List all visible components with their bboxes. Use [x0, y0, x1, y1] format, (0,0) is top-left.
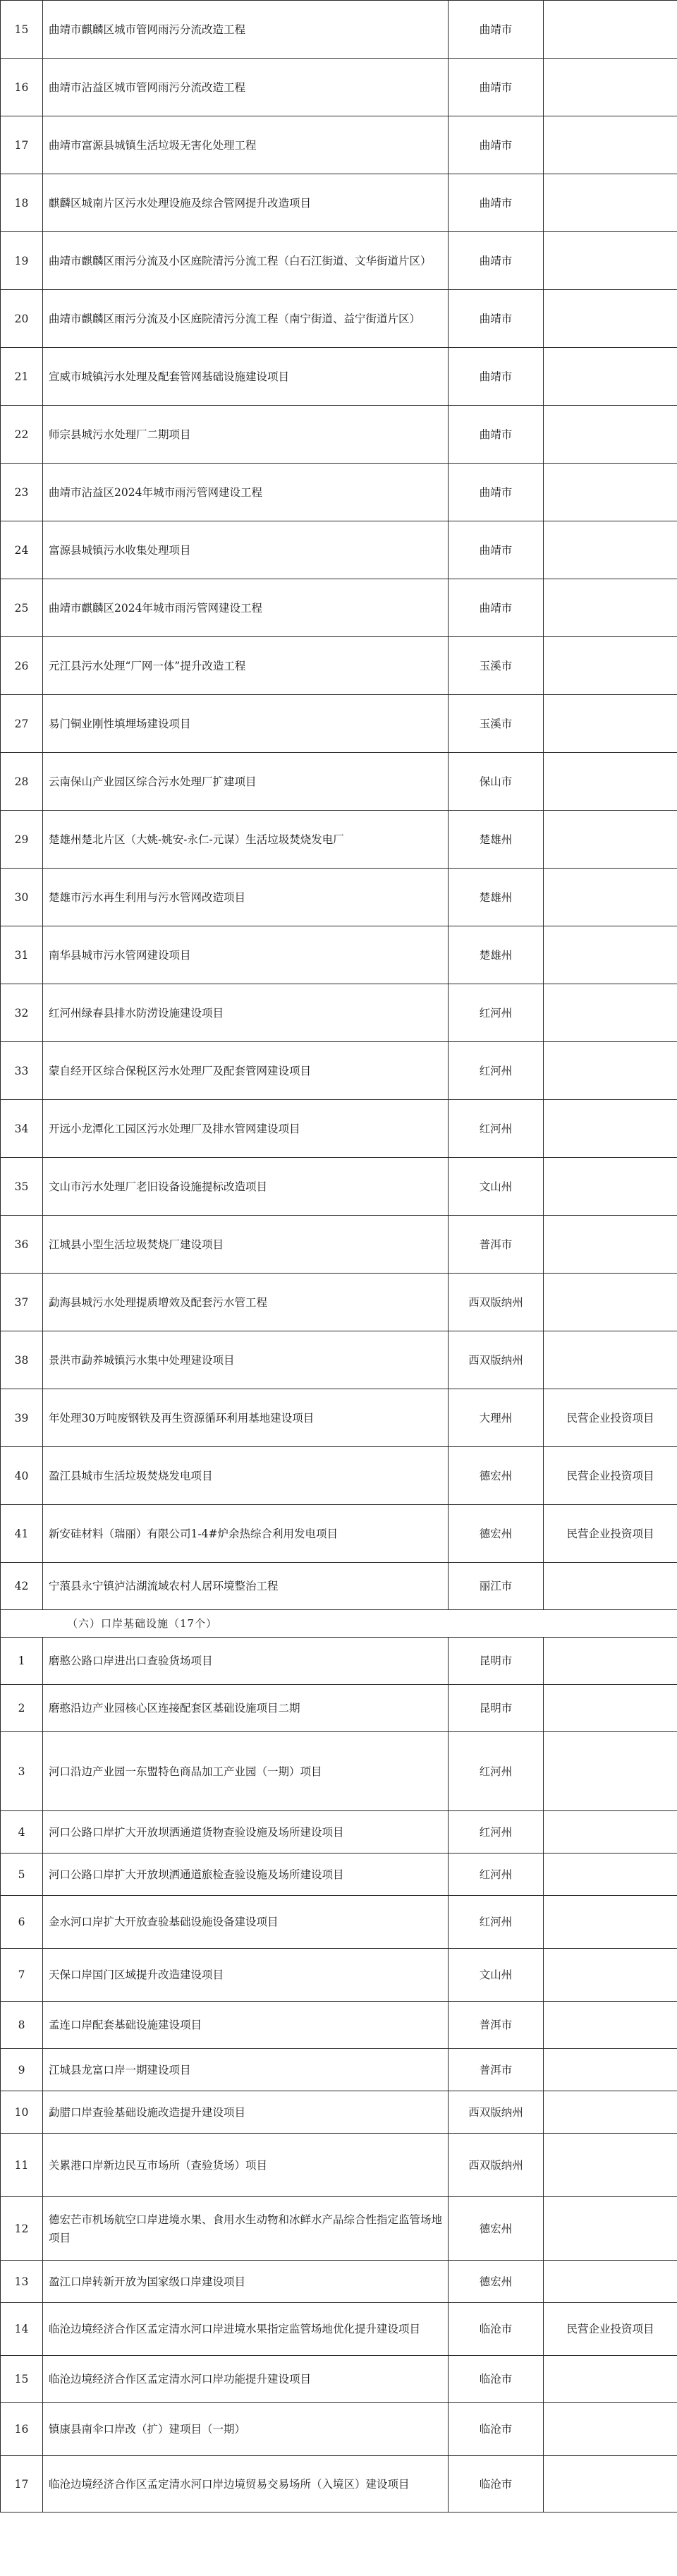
row-number: 38 [1, 1331, 43, 1389]
city-cell: 曲靖市 [449, 464, 544, 521]
project-name: 开远小龙潭化工园区污水处理厂及排水管网建设项目 [43, 1100, 449, 1158]
note-cell [544, 2134, 677, 2197]
table-row [1, 1216, 677, 1274]
note-cell [544, 2261, 677, 2303]
row-number: 11 [1, 2134, 43, 2197]
table-row [1, 753, 677, 811]
city-cell: 玉溪市 [449, 695, 544, 753]
note-cell [544, 1732, 677, 1811]
city-cell: 昆明市 [449, 1685, 544, 1732]
city-cell: 楚雄州 [449, 869, 544, 926]
project-name: 磨憨沿边产业园核心区连接配套区基础设施项目二期 [43, 1685, 449, 1732]
city-cell: 丽江市 [449, 1563, 544, 1610]
project-name: 师宗县城污水处理厂二期项目 [43, 406, 449, 464]
row-number: 15 [1, 2356, 43, 2403]
note-cell [544, 1949, 677, 2002]
table-row [1, 1100, 677, 1158]
project-name: 文山市污水处理厂老旧设备设施提标改造项目 [43, 1158, 449, 1216]
table-row [1, 1389, 677, 1447]
project-name: 曲靖市麒麟区2024年城市雨污管网建设工程 [43, 579, 449, 637]
row-number: 4 [1, 1811, 43, 1854]
row-number: 18 [1, 174, 43, 232]
city-cell: 普洱市 [449, 1216, 544, 1274]
table-row [1, 1158, 677, 1216]
table-row [1, 1638, 677, 1685]
note-cell: 民营企业投资项目 [544, 1389, 677, 1447]
table-row [1, 521, 677, 579]
row-number: 16 [1, 2403, 43, 2456]
project-name: 楚雄市污水再生利用与污水管网改造项目 [43, 869, 449, 926]
note-cell [544, 984, 677, 1042]
note-cell [544, 1563, 677, 1610]
note-cell [544, 464, 677, 521]
note-cell [544, 1854, 677, 1896]
project-name: 新安硅材料（瑞丽）有限公司1-4#炉余热综合利用发电项目 [43, 1505, 449, 1563]
city-cell: 大理州 [449, 1389, 544, 1447]
note-cell [544, 869, 677, 926]
project-name: 盈江口岸转新开放为国家级口岸建设项目 [43, 2261, 449, 2303]
table-row [1, 2456, 677, 2512]
project-name: 临沧边境经济合作区孟定清水河口岸功能提升建设项目 [43, 2356, 449, 2403]
note-cell [544, 1811, 677, 1854]
city-cell: 德宏州 [449, 1447, 544, 1505]
project-name: 河口公路口岸扩大开放坝洒通道旅检查验设施及场所建设项目 [43, 1854, 449, 1896]
project-name: 河口公路口岸扩大开放坝洒通道货物查验设施及场所建设项目 [43, 1811, 449, 1854]
table-row [1, 695, 677, 753]
table-row [1, 1505, 677, 1563]
note-cell [544, 1274, 677, 1331]
table-row [1, 2261, 677, 2303]
project-name: 孟连口岸配套基础设施建设项目 [43, 2002, 449, 2049]
city-cell: 红河州 [449, 1732, 544, 1811]
table-row [1, 1685, 677, 1732]
note-cell [544, 59, 677, 116]
row-number: 16 [1, 59, 43, 116]
project-name: 河口沿边产业园一东盟特色商品加工产业园（一期）项目 [43, 1732, 449, 1811]
note-cell [544, 2002, 677, 2049]
row-number: 24 [1, 521, 43, 579]
project-name: 金水河口岸扩大开放查验基础设施设备建设项目 [43, 1896, 449, 1949]
row-number: 32 [1, 984, 43, 1042]
city-cell: 曲靖市 [449, 290, 544, 348]
project-name: 宁蒗县永宁镇泸沽湖流域农村人居环境整治工程 [43, 1563, 449, 1610]
note-cell [544, 811, 677, 869]
project-name: 盈江县城市生活垃圾焚烧发电项目 [43, 1447, 449, 1505]
note-cell [544, 579, 677, 637]
city-cell: 曲靖市 [449, 1, 544, 59]
row-number: 2 [1, 1685, 43, 1732]
note-cell [544, 2091, 677, 2134]
section-header-row [1, 1610, 677, 1638]
project-name: 关累港口岸新边民互市场所（查验货场）项目 [43, 2134, 449, 2197]
project-name: 红河州绿春县排水防涝设施建设项目 [43, 984, 449, 1042]
table-row [1, 116, 677, 174]
row-number: 21 [1, 348, 43, 406]
project-name: 德宏芒市机场航空口岸进境水果、食用水生动物和冰鲜水产品综合性指定监管场地项目 [43, 2197, 449, 2261]
project-name: 曲靖市沾益区2024年城市雨污管网建设工程 [43, 464, 449, 521]
project-name: 曲靖市沾益区城市管网雨污分流改造工程 [43, 59, 449, 116]
table-row [1, 1896, 677, 1949]
row-number: 40 [1, 1447, 43, 1505]
project-name: 曲靖市麒麟区雨污分流及小区庭院清污分流工程（白石江街道、文华街道片区） [43, 232, 449, 290]
city-cell: 楚雄州 [449, 926, 544, 984]
note-cell [544, 2197, 677, 2261]
project-name: 蒙自经开区综合保税区污水处理厂及配套管网建设项目 [43, 1042, 449, 1100]
city-cell: 西双版纳州 [449, 2134, 544, 2197]
row-number: 37 [1, 1274, 43, 1331]
table-row [1, 406, 677, 464]
city-cell: 临沧市 [449, 2356, 544, 2403]
project-name: 宣威市城镇污水处理及配套管网基础设施建设项目 [43, 348, 449, 406]
row-number: 28 [1, 753, 43, 811]
row-number: 12 [1, 2197, 43, 2261]
note-cell [544, 232, 677, 290]
city-cell: 红河州 [449, 1100, 544, 1158]
project-name: 镇康县南伞口岸改（扩）建项目（一期） [43, 2403, 449, 2456]
city-cell: 德宏州 [449, 1505, 544, 1563]
table-row [1, 579, 677, 637]
project-name: 楚雄州楚北片区（大姚-姚安-永仁-元谋）生活垃圾焚烧发电厂 [43, 811, 449, 869]
note-cell [544, 1158, 677, 1216]
row-number: 25 [1, 579, 43, 637]
row-number: 7 [1, 1949, 43, 2002]
project-name: 年处理30万吨废钢铁及再生资源循环利用基地建设项目 [43, 1389, 449, 1447]
note-cell [544, 521, 677, 579]
project-name: 云南保山产业园区综合污水处理厂扩建项目 [43, 753, 449, 811]
project-name: 易门铜业刚性填埋场建设项目 [43, 695, 449, 753]
city-cell: 西双版纳州 [449, 2091, 544, 2134]
row-number: 30 [1, 869, 43, 926]
city-cell: 红河州 [449, 1854, 544, 1896]
project-name: 临沧边境经济合作区孟定清水河口岸边境贸易交易场所（入境区）建设项目 [43, 2456, 449, 2512]
project-name: 富源县城镇污水收集处理项目 [43, 521, 449, 579]
city-cell: 曲靖市 [449, 521, 544, 579]
row-number: 17 [1, 2456, 43, 2512]
table-row [1, 637, 677, 695]
note-cell [544, 926, 677, 984]
city-cell: 曲靖市 [449, 174, 544, 232]
note-cell [544, 2356, 677, 2403]
table-body-group-b [1, 1638, 677, 2512]
project-name: 景洪市勐养城镇污水集中处理建设项目 [43, 1331, 449, 1389]
row-number: 42 [1, 1563, 43, 1610]
row-number: 35 [1, 1158, 43, 1216]
city-cell: 玉溪市 [449, 637, 544, 695]
city-cell: 临沧市 [449, 2303, 544, 2356]
project-name: 麒麟区城南片区污水处理设施及综合管网提升改造项目 [43, 174, 449, 232]
note-cell [544, 406, 677, 464]
note-cell [544, 2403, 677, 2456]
row-number: 9 [1, 2049, 43, 2091]
city-cell: 德宏州 [449, 2261, 544, 2303]
table-row [1, 1331, 677, 1389]
table-row [1, 2356, 677, 2403]
note-cell [544, 1685, 677, 1732]
note-cell [544, 1896, 677, 1949]
row-number: 8 [1, 2002, 43, 2049]
note-cell [544, 174, 677, 232]
section-header: （六）口岸基础设施（17个） [1, 1610, 677, 1638]
city-cell: 临沧市 [449, 2403, 544, 2456]
table-row [1, 59, 677, 116]
row-number: 41 [1, 1505, 43, 1563]
city-cell: 文山州 [449, 1158, 544, 1216]
table-row [1, 1563, 677, 1610]
city-cell: 红河州 [449, 1042, 544, 1100]
project-name: 曲靖市富源县城镇生活垃圾无害化处理工程 [43, 116, 449, 174]
table-row [1, 464, 677, 521]
note-cell: 民营企业投资项目 [544, 1447, 677, 1505]
note-cell [544, 695, 677, 753]
table-row [1, 348, 677, 406]
project-name: 江城县小型生活垃圾焚烧厂建设项目 [43, 1216, 449, 1274]
note-cell [544, 348, 677, 406]
row-number: 33 [1, 1042, 43, 1100]
city-cell: 楚雄州 [449, 811, 544, 869]
row-number: 14 [1, 2303, 43, 2356]
table-body-section [1, 1610, 677, 1638]
table-row [1, 2403, 677, 2456]
row-number: 3 [1, 1732, 43, 1811]
row-number: 34 [1, 1100, 43, 1158]
note-cell [544, 637, 677, 695]
note-cell [544, 1331, 677, 1389]
project-name: 临沧边境经济合作区孟定清水河口岸进境水果指定监管场地优化提升建设项目 [43, 2303, 449, 2356]
row-number: 20 [1, 290, 43, 348]
note-cell [544, 2456, 677, 2512]
row-number: 17 [1, 116, 43, 174]
project-name: 元江县污水处理“厂网一体”提升改造工程 [43, 637, 449, 695]
row-number: 27 [1, 695, 43, 753]
table-row [1, 869, 677, 926]
project-name: 曲靖市麒麟区雨污分流及小区庭院清污分流工程（南宁街道、益宁街道片区） [43, 290, 449, 348]
city-cell: 临沧市 [449, 2456, 544, 2512]
city-cell: 红河州 [449, 984, 544, 1042]
table-row [1, 2134, 677, 2197]
note-cell [544, 1, 677, 59]
row-number: 36 [1, 1216, 43, 1274]
table-row [1, 174, 677, 232]
row-number: 15 [1, 1, 43, 59]
city-cell: 昆明市 [449, 1638, 544, 1685]
row-number: 39 [1, 1389, 43, 1447]
table-row [1, 2303, 677, 2356]
table-row [1, 1949, 677, 2002]
table-row [1, 984, 677, 1042]
table-row [1, 2002, 677, 2049]
row-number: 19 [1, 232, 43, 290]
note-cell [544, 1216, 677, 1274]
row-number: 29 [1, 811, 43, 869]
city-cell: 普洱市 [449, 2049, 544, 2091]
city-cell: 保山市 [449, 753, 544, 811]
table-row [1, 290, 677, 348]
row-number: 22 [1, 406, 43, 464]
table-row [1, 2091, 677, 2134]
table-row [1, 1274, 677, 1331]
city-cell: 红河州 [449, 1811, 544, 1854]
note-cell [544, 116, 677, 174]
note-cell: 民营企业投资项目 [544, 2303, 677, 2356]
table-row [1, 1, 677, 59]
row-number: 26 [1, 637, 43, 695]
project-name: 南华县城市污水管网建设项目 [43, 926, 449, 984]
table-row [1, 1854, 677, 1896]
project-name: 勐腊口岸查验基础设施改造提升建设项目 [43, 2091, 449, 2134]
note-cell [544, 290, 677, 348]
row-number: 31 [1, 926, 43, 984]
city-cell: 红河州 [449, 1896, 544, 1949]
table-row [1, 926, 677, 984]
table-row [1, 232, 677, 290]
city-cell: 文山州 [449, 1949, 544, 2002]
table-row [1, 1042, 677, 1100]
note-cell [544, 753, 677, 811]
city-cell: 西双版纳州 [449, 1331, 544, 1389]
city-cell: 普洱市 [449, 2002, 544, 2049]
note-cell [544, 2049, 677, 2091]
project-name: 磨憨公路口岸进出口查验货场项目 [43, 1638, 449, 1685]
note-cell: 民营企业投资项目 [544, 1505, 677, 1563]
table-row [1, 2049, 677, 2091]
row-number: 13 [1, 2261, 43, 2303]
project-name: 曲靖市麒麟区城市管网雨污分流改造工程 [43, 1, 449, 59]
table-row [1, 1811, 677, 1854]
note-cell [544, 1100, 677, 1158]
table-row [1, 1447, 677, 1505]
row-number: 1 [1, 1638, 43, 1685]
city-cell: 德宏州 [449, 2197, 544, 2261]
row-number: 23 [1, 464, 43, 521]
note-cell [544, 1638, 677, 1685]
table-row [1, 811, 677, 869]
project-name: 江城县龙富口岸一期建设项目 [43, 2049, 449, 2091]
table-row [1, 2197, 677, 2261]
city-cell: 曲靖市 [449, 232, 544, 290]
city-cell: 曲靖市 [449, 59, 544, 116]
city-cell: 西双版纳州 [449, 1274, 544, 1331]
row-number: 5 [1, 1854, 43, 1896]
row-number: 10 [1, 2091, 43, 2134]
project-name: 天保口岸国门区域提升改造建设项目 [43, 1949, 449, 2002]
project-name: 勐海县城污水处理提质增效及配套污水管工程 [43, 1274, 449, 1331]
city-cell: 曲靖市 [449, 406, 544, 464]
table-row [1, 1732, 677, 1811]
note-cell [544, 1042, 677, 1100]
row-number: 6 [1, 1896, 43, 1949]
city-cell: 曲靖市 [449, 116, 544, 174]
table-body-group-a [1, 1, 677, 1610]
city-cell: 曲靖市 [449, 579, 544, 637]
city-cell: 曲靖市 [449, 348, 544, 406]
